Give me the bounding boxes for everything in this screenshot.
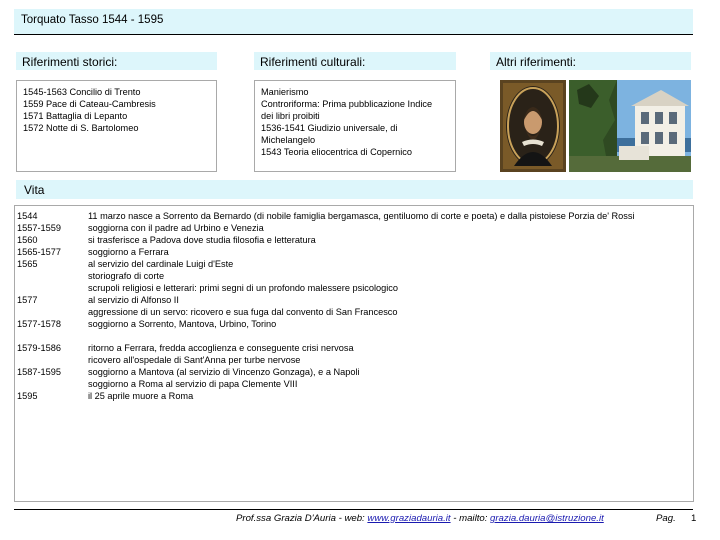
vita-event: soggiorno a Sorrento, Mantova, Urbino, Torino [88,319,277,329]
culturali-header [254,52,456,70]
vita-event: storiografo di corte [88,271,165,281]
vita-event: aggressione di un servo: ricovero e sua fuga dal convento di San Francesco [88,307,398,317]
culturali-item: Manierismo [261,87,309,97]
sorrento-villa-image [569,80,691,172]
vita-year: 1595 [17,391,38,401]
vita-year: 1579-1586 [17,343,61,353]
storici-header [16,52,217,70]
email-link[interactable]: grazia.dauria@istruzione.it [490,513,604,524]
culturali-box [254,80,456,172]
vita-event: ricovero all'ospedale di Sant'Anna per turbe nervose [88,355,301,365]
page-title-bar [14,9,693,35]
vita-event: scrupoli religiosi e letterari: primi segni di un profondo malessere psicologico [88,283,398,293]
storici-box [16,80,217,172]
vita-event: soggiorna con il padre ad Urbino e Venezia [88,223,264,233]
page-number: 1 [691,513,697,524]
page-title: Torquato Tasso 1544 - 1595 [21,14,164,26]
footer-credits [236,513,604,524]
vita-header [16,180,693,199]
vita-event: 11 marzo nasce a Sorrento da Bernardo (di nobile famiglia bergamasca, gentiluomo di corte e poeta) e dalla pistoiese Porzia de' Rossi [88,211,635,221]
vita-event: al servizio di Alfonso II [88,295,179,305]
vita-event: si trasferisce a Padova dove studia filosofia e letteratura [88,235,316,245]
altri-label: Altri riferimenti: [496,55,577,69]
vita-event: il 25 aprile muore a Roma [88,391,194,401]
vita-year: 1544 [17,211,38,221]
vita-year: 1587-1595 [17,367,61,377]
culturali-item: Michelangelo [261,135,316,145]
website-link[interactable]: www.graziadauria.it [367,513,451,524]
culturali-item: dei libri proibiti [261,111,320,121]
footer-mailto-label: - mailto: [450,513,491,524]
storici-item: 1545-1563 Concilio di Trento [23,87,141,97]
storici-item: 1559 Pace di Cateau-Cambresis [23,99,156,109]
altri-header [490,52,691,70]
vita-box [14,205,694,502]
vita-event: soggiorno a Roma al servizio di papa Clemente VIII [88,379,298,389]
vita-year: 1577-1578 [17,319,61,329]
tasso-portrait-image [500,80,566,172]
footer-author: Prof.ssa Grazia D'Auria - web: [236,513,368,524]
vita-year: 1565-1577 [17,247,61,257]
storici-label: Riferimenti storici: [22,55,118,69]
culturali-item: 1543 Teoria eliocentrica di Copernico [261,147,413,157]
vita-event: al servizio del cardinale Luigi d'Este [88,259,234,269]
culturali-list [261,86,432,158]
page-label: Pag. [656,513,676,524]
storici-item: 1571 Battaglia di Lepanto [23,111,128,121]
culturali-item: Controriforma: Prima pubblicazione Indice [261,99,433,109]
vita-year: 1577 [17,295,38,305]
vita-year: 1557-1559 [17,223,61,233]
culturali-item: 1536-1541 Giudizio universale, di [261,123,398,133]
vita-event: soggiorno a Ferrara [88,247,169,257]
vita-year: 1565 [17,259,38,269]
vita-year: 1560 [17,235,38,245]
vita-event: soggiorno a Mantova (al servizio di Vincenzo Gonzaga), e a Napoli [88,367,360,377]
vita-event: ritorno a Ferrara, fredda accoglienza e conseguente crisi nervosa [88,343,354,353]
storici-list [23,86,156,134]
footer-rule [14,509,693,510]
culturali-label: Riferimenti culturali: [260,55,366,69]
storici-item: 1572 Notte di S. Bartolomeo [23,123,139,133]
vita-label: Vita [24,183,45,197]
